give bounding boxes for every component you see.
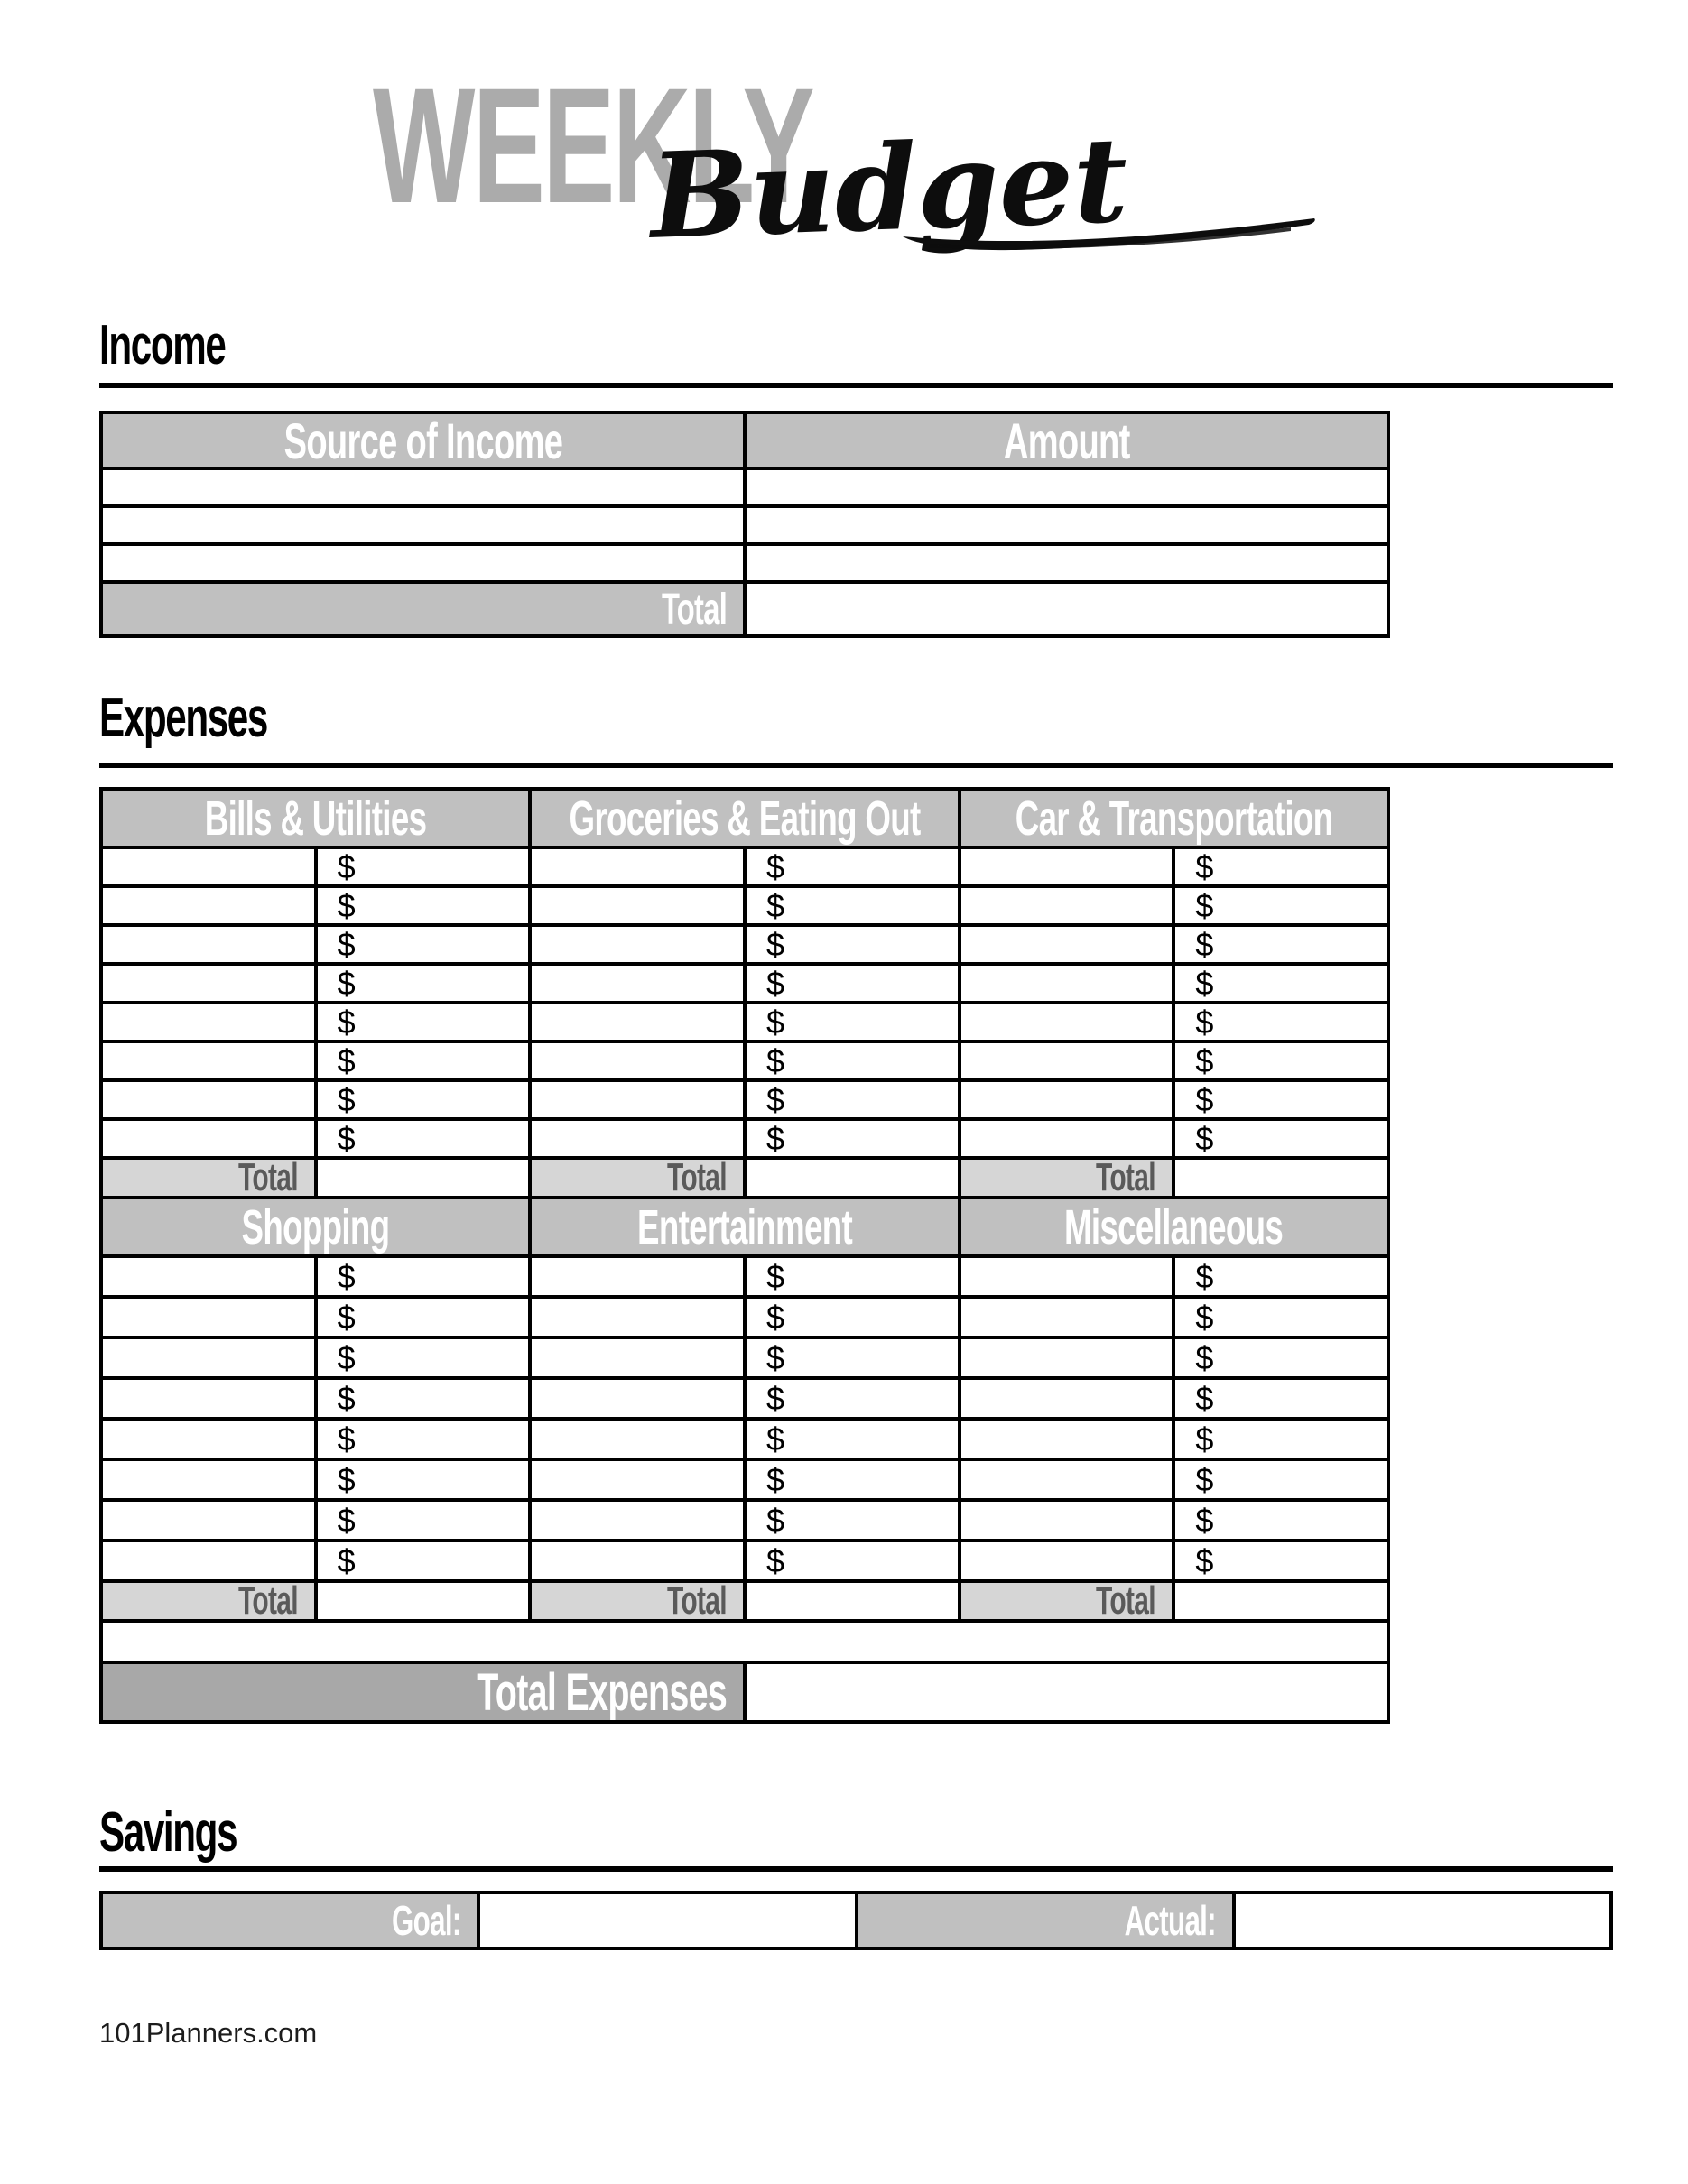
total-expenses-label-cell-label: Total Expenses <box>477 1664 727 1720</box>
expense-desc-input-cell[interactable] <box>103 1461 314 1498</box>
savings-section-rule <box>99 1866 1613 1872</box>
expense-desc-input-cell[interactable] <box>532 1121 743 1156</box>
expense-amount-input-cell-label: $ <box>766 1121 785 1156</box>
expense-amount-input-cell-label: $ <box>1195 1299 1214 1336</box>
expense-desc-input-cell[interactable] <box>103 1121 314 1156</box>
expense-desc-input-cell[interactable] <box>532 1502 743 1539</box>
expense-desc-input-cell[interactable] <box>532 1380 743 1417</box>
expense-amount-input-cell-label: $ <box>1195 966 1214 1001</box>
expense-amount-input-cell-label: $ <box>766 1299 785 1336</box>
expense-amount-input-cell-label: $ <box>337 1461 356 1498</box>
savings-actual-label-cell-label: Actual: <box>1124 1897 1216 1944</box>
income-col-header-amount-label: Amount <box>1003 414 1130 467</box>
expense-amount-input-cell[interactable] <box>747 1043 958 1078</box>
expense-amount-input-cell-label: $ <box>1195 927 1214 962</box>
expense-desc-input-cell[interactable] <box>961 1380 1173 1417</box>
expense-amount-input-cell-label: $ <box>337 1004 356 1040</box>
expense-desc-input-cell[interactable] <box>961 1258 1173 1295</box>
expense-amount-input-cell[interactable] <box>1175 1339 1387 1376</box>
expense-amount-input-cell[interactable] <box>318 1542 529 1579</box>
expense-amount-input-cell[interactable] <box>1175 1258 1387 1295</box>
expense-desc-input-cell[interactable] <box>961 1542 1173 1579</box>
expense-amount-input-cell-label: $ <box>766 1461 785 1498</box>
expenses-table <box>99 787 1390 1724</box>
expense-amount-input-cell[interactable] <box>1175 1121 1387 1156</box>
income-col-header-amount <box>747 414 1387 467</box>
expense-amount-input-cell-label: $ <box>337 1258 356 1295</box>
income-total-amount-cell[interactable] <box>747 584 1387 634</box>
expense-amount-input-cell-label: $ <box>766 849 785 884</box>
expense-desc-input-cell[interactable] <box>532 1461 743 1498</box>
expense-amount-input-cell-label: $ <box>766 888 785 923</box>
expense-desc-input-cell[interactable] <box>532 1421 743 1458</box>
income-source-input-cell[interactable] <box>103 470 743 504</box>
expense-amount-input-cell[interactable] <box>1175 888 1387 923</box>
expense-amount-input-cell[interactable] <box>318 1258 529 1295</box>
expense-amount-input-cell[interactable] <box>1175 1004 1387 1040</box>
title-weekly: WEEKLY <box>373 53 812 237</box>
expense-amount-input-cell[interactable] <box>1175 927 1387 962</box>
expense-desc-input-cell[interactable] <box>532 1004 743 1040</box>
expense-amount-input-cell-label: $ <box>1195 1121 1214 1156</box>
expense-amount-input-cell-label: $ <box>337 1421 356 1458</box>
expense-amount-input-cell[interactable] <box>1175 1421 1387 1458</box>
expense-amount-input-cell-label: $ <box>766 1421 785 1458</box>
savings-table <box>99 1891 1613 1950</box>
expense-desc-input-cell[interactable] <box>103 966 314 1001</box>
income-col-header-source <box>103 414 743 467</box>
expense-desc-input-cell[interactable] <box>103 1082 314 1117</box>
income-amount-input-cell[interactable] <box>747 546 1387 580</box>
expense-amount-input-cell[interactable] <box>747 849 958 884</box>
expense-amount-input-cell[interactable] <box>747 1461 958 1498</box>
expense-desc-input-cell[interactable] <box>961 1461 1173 1498</box>
expense-amount-input-cell[interactable] <box>747 927 958 962</box>
expense-group-header-groceries-eating-out-label: Groceries & Eating Out <box>569 791 921 846</box>
expense-amount-input-cell-label: $ <box>1195 888 1214 923</box>
expense-amount-input-cell-label: $ <box>1195 1502 1214 1539</box>
expenses-section-rule <box>99 763 1613 768</box>
footer-site-link[interactable]: 101Planners.com <box>99 2017 318 2049</box>
expense-amount-input-cell[interactable] <box>747 1004 958 1040</box>
expense-amount-input-cell[interactable] <box>1175 1380 1387 1417</box>
expense-amount-input-cell-label: $ <box>1195 1339 1214 1376</box>
expense-amount-input-cell-label: $ <box>337 966 356 1001</box>
expense-group-header-car-transportation-label: Car & Transportation <box>1015 791 1333 846</box>
expense-amount-input-cell-label: $ <box>1195 1004 1214 1040</box>
expense-amount-input-cell[interactable] <box>318 1082 529 1117</box>
expense-amount-input-cell-label: $ <box>1195 1380 1214 1417</box>
expense-amount-input-cell[interactable] <box>1175 1461 1387 1498</box>
expense-group-total-label-cell-label: Total <box>667 1583 727 1619</box>
expense-group-total-label-cell <box>532 1160 743 1196</box>
expense-amount-input-cell-label: $ <box>1195 1421 1214 1458</box>
expense-amount-input-cell-label: $ <box>766 1082 785 1117</box>
expense-amount-input-cell[interactable] <box>318 1380 529 1417</box>
expense-desc-input-cell[interactable] <box>103 1258 314 1295</box>
expense-group-total-amount-cell[interactable] <box>318 1583 529 1619</box>
expense-amount-input-cell-label: $ <box>337 849 356 884</box>
expense-amount-input-cell-label: $ <box>766 1043 785 1078</box>
expense-desc-input-cell[interactable] <box>532 1339 743 1376</box>
expense-amount-input-cell[interactable] <box>747 1502 958 1539</box>
expense-group-total-amount-cell[interactable] <box>1175 1160 1387 1196</box>
expenses-section-heading: Expenses <box>99 687 267 749</box>
expense-desc-input-cell[interactable] <box>961 1421 1173 1458</box>
expense-amount-input-cell-label: $ <box>766 1502 785 1539</box>
expense-amount-input-cell[interactable] <box>318 1461 529 1498</box>
expense-desc-input-cell[interactable] <box>961 888 1173 923</box>
expense-group-total-amount-cell[interactable] <box>1175 1583 1387 1619</box>
expense-group-header-groceries-eating-out <box>532 791 957 846</box>
expense-amount-input-cell[interactable] <box>747 1299 958 1336</box>
expense-amount-input-cell-label: $ <box>337 927 356 962</box>
expense-amount-input-cell-label: $ <box>766 966 785 1001</box>
expense-group-header-shopping-label: Shopping <box>241 1199 390 1254</box>
expense-amount-input-cell-label: $ <box>1195 1258 1214 1295</box>
expense-desc-input-cell[interactable] <box>532 1082 743 1117</box>
expense-amount-input-cell[interactable] <box>318 1339 529 1376</box>
total-expenses-amount-cell[interactable] <box>747 1664 1387 1720</box>
expense-group-total-label-cell-label: Total <box>667 1160 727 1196</box>
expense-amount-input-cell[interactable] <box>1175 1502 1387 1539</box>
expense-amount-input-cell[interactable] <box>318 927 529 962</box>
expense-amount-input-cell-label: $ <box>337 1299 356 1336</box>
expense-amount-input-cell-label: $ <box>766 1339 785 1376</box>
expense-desc-input-cell[interactable] <box>103 927 314 962</box>
expense-amount-input-cell-label: $ <box>337 1121 356 1156</box>
expense-amount-input-cell[interactable] <box>747 1258 958 1295</box>
expense-desc-input-cell[interactable] <box>961 927 1173 962</box>
expense-desc-input-cell[interactable] <box>961 1299 1173 1336</box>
expense-desc-input-cell[interactable] <box>961 1004 1173 1040</box>
expense-desc-input-cell[interactable] <box>103 888 314 923</box>
expense-desc-input-cell[interactable] <box>961 1502 1173 1539</box>
expense-amount-input-cell[interactable] <box>747 966 958 1001</box>
expense-amount-input-cell-label: $ <box>1195 1542 1214 1579</box>
expenses-spacer-row <box>103 1623 1387 1661</box>
expense-desc-input-cell[interactable] <box>103 1339 314 1376</box>
expense-amount-input-cell[interactable] <box>318 849 529 884</box>
total-expenses-label-cell <box>103 1664 743 1720</box>
expense-amount-input-cell[interactable] <box>1175 1299 1387 1336</box>
expense-amount-input-cell-label: $ <box>766 927 785 962</box>
savings-actual-input-cell[interactable] <box>1236 1894 1609 1947</box>
income-total-label-cell <box>103 584 743 634</box>
expense-amount-input-cell[interactable] <box>747 1121 958 1156</box>
savings-goal-label-cell-label: Goal: <box>391 1897 461 1944</box>
expense-amount-input-cell[interactable] <box>747 888 958 923</box>
expense-amount-input-cell[interactable] <box>318 1299 529 1336</box>
expense-amount-input-cell[interactable] <box>747 1339 958 1376</box>
savings-goal-input-cell[interactable] <box>480 1894 854 1947</box>
expense-amount-input-cell-label: $ <box>337 1082 356 1117</box>
expense-group-total-label-cell <box>103 1583 314 1619</box>
expense-amount-input-cell[interactable] <box>1175 1043 1387 1078</box>
expense-amount-input-cell-label: $ <box>337 1542 356 1579</box>
expense-desc-input-cell[interactable] <box>532 1299 743 1336</box>
expense-amount-input-cell[interactable] <box>318 1043 529 1078</box>
expense-amount-input-cell-label: $ <box>766 1542 785 1579</box>
expense-amount-input-cell[interactable] <box>1175 1542 1387 1579</box>
expense-amount-input-cell[interactable] <box>747 1380 958 1417</box>
title-underline-swash-icon <box>903 209 1318 256</box>
expense-group-total-label-cell-label: Total <box>237 1583 298 1619</box>
expense-amount-input-cell-label: $ <box>337 1502 356 1539</box>
expense-desc-input-cell[interactable] <box>961 1043 1173 1078</box>
income-section-rule <box>99 383 1613 388</box>
expense-amount-input-cell[interactable] <box>318 966 529 1001</box>
expense-amount-input-cell[interactable] <box>747 1542 958 1579</box>
income-section-heading: Income <box>99 314 226 376</box>
expense-amount-input-cell-label: $ <box>1195 1043 1214 1078</box>
expense-amount-input-cell[interactable] <box>1175 849 1387 884</box>
expense-amount-input-cell[interactable] <box>747 1421 958 1458</box>
expense-desc-input-cell[interactable] <box>532 1043 743 1078</box>
expense-desc-input-cell[interactable] <box>961 1082 1173 1117</box>
expense-group-header-bills-utilities <box>103 791 528 846</box>
expense-group-header-miscellaneous-label: Miscellaneous <box>1064 1199 1284 1254</box>
expense-group-total-amount-cell[interactable] <box>747 1583 958 1619</box>
expense-desc-input-cell[interactable] <box>103 1299 314 1336</box>
expense-group-header-miscellaneous <box>961 1199 1387 1254</box>
expense-desc-input-cell[interactable] <box>961 1121 1173 1156</box>
expense-desc-input-cell[interactable] <box>961 966 1173 1001</box>
expense-group-header-bills-utilities-label: Bills & Utilities <box>204 791 427 846</box>
expense-group-header-entertainment <box>532 1199 957 1254</box>
expense-amount-input-cell-label: $ <box>337 1339 356 1376</box>
expense-desc-input-cell[interactable] <box>103 1421 314 1458</box>
income-table <box>99 411 1390 638</box>
expense-group-total-label-cell-label: Total <box>1096 1160 1156 1196</box>
expense-amount-input-cell[interactable] <box>318 1004 529 1040</box>
expense-group-total-label-cell <box>532 1583 743 1619</box>
income-amount-input-cell[interactable] <box>747 470 1387 504</box>
expense-amount-input-cell-label: $ <box>766 1004 785 1040</box>
expense-amount-input-cell[interactable] <box>318 1502 529 1539</box>
savings-goal-label-cell <box>103 1894 477 1947</box>
expense-group-total-amount-cell[interactable] <box>747 1160 958 1196</box>
expense-group-total-label-cell-label: Total <box>237 1160 298 1196</box>
expense-desc-input-cell[interactable] <box>961 849 1173 884</box>
expense-group-total-label-cell <box>961 1160 1173 1196</box>
expense-desc-input-cell[interactable] <box>532 849 743 884</box>
expense-amount-input-cell[interactable] <box>318 1121 529 1156</box>
expense-group-header-shopping <box>103 1199 528 1254</box>
expense-amount-input-cell-label: $ <box>337 888 356 923</box>
expense-desc-input-cell[interactable] <box>103 1043 314 1078</box>
expense-amount-input-cell-label: $ <box>766 1258 785 1295</box>
expense-amount-input-cell-label: $ <box>337 1380 356 1417</box>
expense-group-total-amount-cell[interactable] <box>318 1160 529 1196</box>
expense-desc-input-cell[interactable] <box>532 888 743 923</box>
expense-group-header-car-transportation <box>961 791 1387 846</box>
expense-desc-input-cell[interactable] <box>103 1380 314 1417</box>
expense-group-header-entertainment-label: Entertainment <box>636 1199 853 1254</box>
expense-desc-input-cell[interactable] <box>532 1258 743 1295</box>
expense-desc-input-cell[interactable] <box>103 1004 314 1040</box>
expense-amount-input-cell[interactable] <box>318 888 529 923</box>
income-total-label-cell-label: Total <box>661 585 727 634</box>
expense-amount-input-cell[interactable] <box>1175 1082 1387 1117</box>
income-source-input-cell[interactable] <box>103 508 743 542</box>
expense-desc-input-cell[interactable] <box>103 1542 314 1579</box>
expense-desc-input-cell[interactable] <box>532 966 743 1001</box>
expense-desc-input-cell[interactable] <box>103 1502 314 1539</box>
expense-amount-input-cell[interactable] <box>747 1082 958 1117</box>
expense-amount-input-cell-label: $ <box>766 1380 785 1417</box>
expense-amount-input-cell-label: $ <box>337 1043 356 1078</box>
expense-amount-input-cell-label: $ <box>1195 1461 1214 1498</box>
expense-amount-input-cell-label: $ <box>1195 1082 1214 1117</box>
expense-amount-input-cell[interactable] <box>1175 966 1387 1001</box>
expense-amount-input-cell-label: $ <box>1195 849 1214 884</box>
expense-amount-input-cell[interactable] <box>318 1421 529 1458</box>
expense-group-total-label-cell <box>103 1160 314 1196</box>
title-budget-script: Budget <box>647 110 1130 265</box>
expense-desc-input-cell[interactable] <box>961 1339 1173 1376</box>
income-col-header-source-label: Source of Income <box>283 414 562 467</box>
savings-section-heading: Savings <box>99 1801 237 1864</box>
expense-desc-input-cell[interactable] <box>532 927 743 962</box>
expense-group-total-label-cell-label: Total <box>1096 1583 1156 1619</box>
expense-desc-input-cell[interactable] <box>103 849 314 884</box>
savings-actual-label-cell <box>858 1894 1232 1947</box>
expense-group-total-label-cell <box>961 1583 1173 1619</box>
income-amount-input-cell[interactable] <box>747 508 1387 542</box>
expense-desc-input-cell[interactable] <box>532 1542 743 1579</box>
income-source-input-cell[interactable] <box>103 546 743 580</box>
